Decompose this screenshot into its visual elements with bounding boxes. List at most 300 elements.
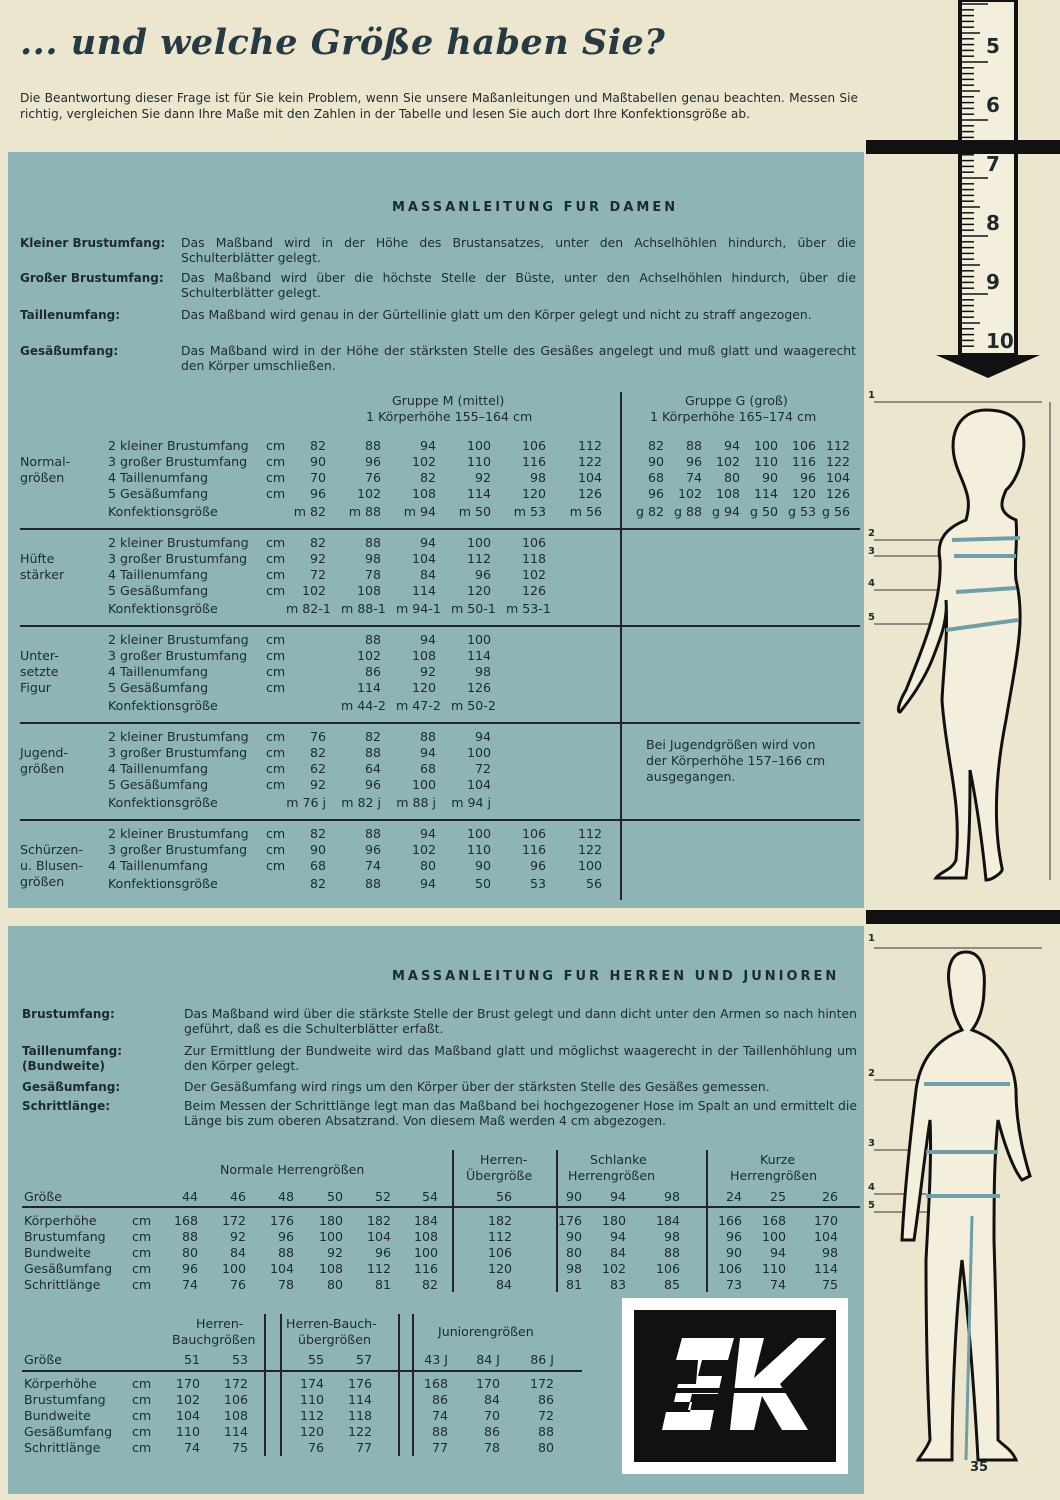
value-cell: m 82-1 [286, 601, 331, 616]
value-cell: 102 [521, 567, 546, 582]
value-cell: 94 [419, 876, 436, 891]
value-cell: 112 [577, 438, 602, 453]
value-cell: 88 [663, 1245, 680, 1260]
value-cell: 94 [419, 632, 436, 647]
value-cell: 114 [753, 486, 778, 501]
value-cell: m 94 [403, 504, 436, 519]
row-label: Schrittlänge [24, 1440, 101, 1455]
value-cell: 80 [565, 1245, 582, 1260]
value-cell: 120 [299, 1424, 324, 1439]
value-cell: 75 [821, 1277, 838, 1292]
page-title: ... und welche Größe haben Sie? [20, 22, 666, 63]
value-cell: 116 [791, 454, 816, 469]
value-cell: 104 [366, 1229, 391, 1244]
value-cell: 102 [715, 454, 740, 469]
value-cell: 172 [221, 1213, 246, 1228]
value-cell: 88 [277, 1245, 294, 1260]
row-unit: cm [132, 1424, 152, 1439]
value-cell: 96 [364, 842, 381, 857]
block-name: größen [20, 470, 65, 485]
row-unit: cm [132, 1440, 152, 1455]
ruler-number: 9 [986, 270, 1000, 294]
value-cell: 96 [725, 1229, 742, 1244]
value-cell: 76 [229, 1277, 246, 1292]
value-cell: 108 [411, 648, 436, 663]
value-cell: 126 [577, 486, 602, 501]
value-cell: 180 [601, 1213, 626, 1228]
instruction-label: Brustumfang: [22, 1007, 115, 1021]
value-cell: 68 [309, 858, 326, 873]
value-cell: 100 [466, 745, 491, 760]
block-name: Figur [20, 680, 51, 695]
row-unit: cm [132, 1376, 152, 1391]
value-cell: 122 [577, 842, 602, 857]
col-divider [398, 1314, 400, 1456]
value-cell: m 94-1 [396, 601, 441, 616]
value-cell: m 88 j [396, 795, 436, 810]
value-cell: 104 [825, 470, 850, 485]
instruction-text: Das Maßband wird über die höchste Stelle der Büste, unter den Achselhöhlen hindurch, über die Schulterblätter gelegt. [181, 270, 856, 300]
value-cell: 82 [419, 470, 436, 485]
value-cell: 74 [364, 858, 381, 873]
group-m-title: Gruppe M (mittel) [392, 393, 505, 408]
value-cell: 74 [685, 470, 702, 485]
value-cell: 108 [411, 486, 436, 501]
value-cell: m 82 [293, 504, 326, 519]
value-cell: 122 [347, 1424, 372, 1439]
value-cell: 72 [537, 1408, 554, 1423]
value-cell: 106 [791, 438, 816, 453]
row-unit: cm [132, 1213, 152, 1228]
value-cell: 70 [483, 1408, 500, 1423]
value-cell: 102 [175, 1392, 200, 1407]
value-cell: 68 [419, 761, 436, 776]
value-cell: 180 [318, 1213, 343, 1228]
value-cell: 84 [229, 1245, 246, 1260]
ruler-figure-strip [866, 0, 1060, 1500]
value-cell: 64 [364, 761, 381, 776]
value-cell: 176 [557, 1213, 582, 1228]
value-cell: 88 [364, 826, 381, 841]
value-cell: 170 [175, 1376, 200, 1391]
value-cell: 116 [521, 454, 546, 469]
value-cell: 106 [487, 1245, 512, 1260]
value-cell: 170 [475, 1376, 500, 1391]
value-cell: 106 [521, 438, 546, 453]
value-cell: 83 [609, 1277, 626, 1292]
value-cell: 80 [723, 470, 740, 485]
value-cell: 100 [318, 1229, 343, 1244]
value-cell: m 53 [513, 504, 546, 519]
row-label: Gesäßumfang [24, 1261, 113, 1276]
ruler-number: 10 [986, 329, 1014, 353]
group-header: Schlanke [590, 1152, 647, 1167]
row-label: 4 Taillenumfang [108, 858, 208, 873]
value-cell: 110 [753, 454, 778, 469]
row-unit: cm [266, 842, 286, 857]
row-label: Bundweite [24, 1408, 91, 1423]
value-cell: 122 [825, 454, 850, 469]
header-rule [22, 1206, 860, 1208]
value-cell: 92 [474, 470, 491, 485]
row-unit: cm [266, 648, 286, 663]
row-label: 4 Taillenumfang [108, 470, 208, 485]
value-cell: 126 [825, 486, 850, 501]
value-cell: 88 [364, 632, 381, 647]
size-cell: 54 [421, 1189, 438, 1204]
row-label: 2 kleiner Brustumfang [108, 826, 249, 841]
instruction-text: Das Maßband wird in der Höhe des Brustansatzes, unter den Achselhöhlen hindurch, über die Schulterblätter gelegt. [181, 235, 856, 265]
row-label: 5 Gesäßumfang [108, 777, 209, 792]
value-cell: 110 [299, 1392, 324, 1407]
value-cell: 82 [309, 826, 326, 841]
value-cell: 82 [364, 729, 381, 744]
value-cell: 106 [655, 1261, 680, 1276]
value-cell: 94 [419, 438, 436, 453]
row-unit: cm [266, 664, 286, 679]
instruction-text: Zur Ermittlung der Bundweite wird das Maßband glatt und möglichst waagerecht in der Taillenhöhlung um den Körper gelegt. [184, 1043, 857, 1073]
value-cell: 166 [717, 1213, 742, 1228]
value-cell: g 50 [749, 504, 778, 519]
group-header: Kurze [760, 1152, 796, 1167]
value-cell: 96 [309, 486, 326, 501]
row-label: Konfektionsgröße [108, 601, 218, 616]
instruction-text: Beim Messen der Schrittlänge legt man das Maßband bei hochgezogener Hose im Spalt an und ermittelt die Länge bis zum oberen Absatzrand. Von diesem Maß werden 4 cm abgezogen. [184, 1098, 857, 1128]
block-name: Jugend- [20, 745, 68, 760]
row-label: Körperhöhe [24, 1213, 97, 1228]
value-cell: 174 [299, 1376, 324, 1391]
ruler-number: 6 [986, 93, 1000, 117]
instruction-text: Der Gesäßumfang wird rings um den Körper über der stärksten Stelle des Gesäßes gemessen. [184, 1079, 770, 1094]
value-cell: 92 [419, 664, 436, 679]
value-cell: 98 [663, 1229, 680, 1244]
value-cell: 104 [813, 1229, 838, 1244]
value-cell: 80 [181, 1245, 198, 1260]
value-cell: 120 [791, 486, 816, 501]
block-name: Unter- [20, 648, 59, 663]
value-cell: g 82 [635, 504, 664, 519]
group-header: Juniorengrößen [438, 1324, 534, 1339]
value-cell: 82 [309, 535, 326, 550]
value-cell: 182 [366, 1213, 391, 1228]
col-divider [264, 1314, 266, 1456]
value-cell: 94 [419, 535, 436, 550]
row-unit: cm [266, 729, 286, 744]
value-cell: 88 [364, 438, 381, 453]
size-cell: 55 [307, 1352, 324, 1367]
block-name: Hüfte [20, 551, 55, 566]
row-unit: cm [266, 551, 286, 566]
figure-mark: 5 [868, 1200, 875, 1211]
block-divider [20, 625, 860, 627]
value-cell: 88 [431, 1424, 448, 1439]
row-label: Brustumfang [24, 1392, 106, 1407]
figure-mark: 3 [868, 1138, 875, 1149]
instruction-label: Kleiner Brustumfang: [20, 236, 166, 250]
value-cell: 114 [466, 648, 491, 663]
row-label: Bundweite [24, 1245, 91, 1260]
value-cell: 168 [423, 1376, 448, 1391]
value-cell: 168 [173, 1213, 198, 1228]
row-unit: cm [132, 1261, 152, 1276]
value-cell: 108 [715, 486, 740, 501]
group-header: Herrengrößen [730, 1168, 818, 1183]
value-cell: 88 [181, 1229, 198, 1244]
row-label: 2 kleiner Brustumfang [108, 535, 249, 550]
value-cell: 110 [175, 1424, 200, 1439]
value-cell: 114 [813, 1261, 838, 1276]
value-cell: 82 [309, 876, 326, 891]
value-cell: 116 [413, 1261, 438, 1276]
group-header: Herren- [196, 1316, 244, 1331]
value-cell: 114 [223, 1424, 248, 1439]
value-cell: 73 [725, 1277, 742, 1292]
damen-heading: MASSANLEITUNG FUR DAMEN [392, 200, 679, 215]
value-cell: 76 [364, 470, 381, 485]
value-cell: 96 [647, 486, 664, 501]
value-cell: 108 [413, 1229, 438, 1244]
value-cell: 184 [413, 1213, 438, 1228]
ruler-number: 7 [986, 152, 1000, 176]
value-cell: 112 [577, 826, 602, 841]
value-cell: 118 [521, 551, 546, 566]
value-cell: 92 [309, 551, 326, 566]
value-cell: 90 [761, 470, 778, 485]
value-cell: m 88-1 [341, 601, 386, 616]
row-unit: cm [132, 1277, 152, 1292]
value-cell: 74 [183, 1440, 200, 1455]
size-cell: 94 [609, 1189, 626, 1204]
value-cell: 84 [483, 1392, 500, 1407]
value-cell: 88 [419, 729, 436, 744]
value-cell: 106 [223, 1392, 248, 1407]
instruction-label: Großer Brustumfang: [20, 271, 164, 285]
value-cell: 84 [419, 567, 436, 582]
value-cell: 88 [364, 876, 381, 891]
value-cell: 100 [466, 632, 491, 647]
size-cell: 84 J [476, 1352, 500, 1367]
value-cell: m 94 j [451, 795, 491, 810]
row-label: Gesäßumfang [24, 1424, 113, 1439]
instruction-label: Schrittlänge: [22, 1099, 111, 1113]
group-m-subtitle: 1 Körperhöhe 155–164 cm [366, 409, 533, 424]
row-unit: cm [266, 858, 286, 873]
value-cell: 81 [374, 1277, 391, 1292]
row-label: 3 großer Brustumfang [108, 551, 248, 566]
value-cell: g 56 [821, 504, 850, 519]
value-cell: 104 [175, 1408, 200, 1423]
group-header: Herren-Bauch- [286, 1316, 377, 1331]
figure-mark: 5 [868, 612, 875, 623]
value-cell: 98 [821, 1245, 838, 1260]
value-cell: 96 [685, 454, 702, 469]
value-cell: 90 [309, 842, 326, 857]
value-cell: 96 [277, 1229, 294, 1244]
value-cell: m 53-1 [506, 601, 551, 616]
value-cell: m 88 [348, 504, 381, 519]
value-cell: 102 [411, 842, 436, 857]
value-cell: 104 [466, 777, 491, 792]
value-cell: 82 [647, 438, 664, 453]
value-cell: 96 [474, 567, 491, 582]
value-cell: 84 [609, 1245, 626, 1260]
row-unit: cm [132, 1245, 152, 1260]
value-cell: 88 [364, 535, 381, 550]
row-label: 3 großer Brustumfang [108, 745, 248, 760]
row-unit: cm [266, 535, 286, 550]
value-cell: 110 [466, 842, 491, 857]
value-cell: 88 [537, 1424, 554, 1439]
value-cell: 102 [356, 486, 381, 501]
value-cell: 53 [529, 876, 546, 891]
value-cell: 172 [529, 1376, 554, 1391]
value-cell: 96 [181, 1261, 198, 1276]
size-cell: 57 [355, 1352, 372, 1367]
jugend-note: ausgegangen. [646, 769, 736, 784]
value-cell: 94 [419, 826, 436, 841]
value-cell: 114 [411, 583, 436, 598]
value-cell: 114 [466, 486, 491, 501]
group-header: Normale Herrengrößen [220, 1162, 365, 1177]
value-cell: 80 [419, 858, 436, 873]
value-cell: 56 [585, 876, 602, 891]
block-name: setzte [20, 664, 59, 679]
value-cell: 110 [761, 1261, 786, 1276]
size-cell: 53 [231, 1352, 248, 1367]
value-cell: 94 [474, 729, 491, 744]
value-cell: 184 [655, 1213, 680, 1228]
row-unit: cm [266, 470, 286, 485]
figure-mark: 4 [868, 1182, 875, 1193]
value-cell: 75 [231, 1440, 248, 1455]
value-cell: 72 [309, 567, 326, 582]
row-label: 2 kleiner Brustumfang [108, 438, 249, 453]
figure-mark: 3 [868, 546, 875, 557]
value-cell: 76 [309, 729, 326, 744]
value-cell: 106 [521, 535, 546, 550]
value-cell: 90 [725, 1245, 742, 1260]
jugend-note: der Körperhöhe 157–166 cm [646, 753, 826, 768]
block-name: Normal- [20, 454, 71, 469]
value-cell: 102 [601, 1261, 626, 1276]
row-unit: cm [266, 454, 286, 469]
figure-mark: 4 [868, 578, 875, 589]
value-cell: m 82 j [341, 795, 381, 810]
value-cell: g 88 [673, 504, 702, 519]
instruction-text: Das Maßband wird über die stärkste Stelle der Brust gelegt und dann dicht unter den Armen so nach hinten geführt, daß es die Schulterblätter erfaßt. [184, 1006, 857, 1036]
size-cell: 24 [725, 1189, 742, 1204]
value-cell: 77 [355, 1440, 372, 1455]
instruction-text: Das Maßband wird genau in der Gürtellinie glatt um den Körper gelegt und nicht zu straff angezogen. [181, 307, 812, 322]
row-label: Brustumfang [24, 1229, 106, 1244]
block-divider [20, 528, 860, 530]
block-name: stärker [20, 567, 65, 582]
ruler-number: 8 [986, 211, 1000, 235]
header [0, 0, 866, 150]
row-label: 5 Gesäßumfang [108, 680, 209, 695]
value-cell: 92 [229, 1229, 246, 1244]
value-cell: 120 [521, 486, 546, 501]
value-cell: 120 [411, 680, 436, 695]
size-cell: 56 [495, 1189, 512, 1204]
size-label: Größe [24, 1189, 63, 1204]
value-cell: 104 [577, 470, 602, 485]
value-cell: m 50 [458, 504, 491, 519]
value-cell: 112 [825, 438, 850, 453]
group-g-subtitle: 1 Körperhöhe 165–174 cm [650, 409, 817, 424]
page-number: 35 [970, 1460, 989, 1475]
value-cell: 70 [309, 470, 326, 485]
value-cell: 106 [521, 826, 546, 841]
value-cell: 182 [487, 1213, 512, 1228]
value-cell: 84 [495, 1277, 512, 1292]
value-cell: 120 [487, 1261, 512, 1276]
value-cell: 82 [309, 745, 326, 760]
size-cell: 44 [181, 1189, 198, 1204]
value-cell: 100 [761, 1229, 786, 1244]
row-unit: cm [266, 438, 286, 453]
value-cell: 114 [347, 1392, 372, 1407]
row-label: 3 großer Brustumfang [108, 454, 248, 469]
value-cell: 68 [647, 470, 664, 485]
row-unit: cm [132, 1229, 152, 1244]
row-label: Konfektionsgröße [108, 876, 218, 891]
value-cell: g 53 [787, 504, 816, 519]
value-cell: 100 [411, 777, 436, 792]
value-cell: 86 [483, 1424, 500, 1439]
value-cell: 170 [813, 1213, 838, 1228]
value-cell: 94 [769, 1245, 786, 1260]
row-label: Konfektionsgröße [108, 795, 218, 810]
value-cell: 176 [347, 1376, 372, 1391]
value-cell: 94 [609, 1229, 626, 1244]
row-unit: cm [266, 632, 286, 647]
value-cell: 102 [356, 648, 381, 663]
group-header: Übergröße [466, 1168, 533, 1183]
size-cell: 48 [277, 1189, 294, 1204]
value-cell: 74 [769, 1277, 786, 1292]
row-unit: cm [132, 1408, 152, 1423]
instruction-label: Gesäßumfang: [22, 1080, 121, 1094]
value-cell: 100 [466, 826, 491, 841]
value-cell: 80 [537, 1440, 554, 1455]
size-cell: 90 [565, 1189, 582, 1204]
group-header: übergrößen [298, 1332, 371, 1347]
value-cell: 94 [723, 438, 740, 453]
block-name: Schürzen- [20, 842, 83, 857]
value-cell: 96 [529, 858, 546, 873]
instruction-label: Gesäßumfang: [20, 344, 119, 358]
value-cell: 98 [529, 470, 546, 485]
size-cell: 46 [229, 1189, 246, 1204]
value-cell: 104 [411, 551, 436, 566]
value-cell: 62 [309, 761, 326, 776]
value-cell: m 44-2 [341, 698, 386, 713]
figure-mark: 1 [868, 390, 875, 401]
row-unit: cm [266, 826, 286, 841]
value-cell: 110 [466, 454, 491, 469]
value-cell: 81 [565, 1277, 582, 1292]
value-cell: 106 [717, 1261, 742, 1276]
value-cell: 78 [483, 1440, 500, 1455]
size-cell: 98 [663, 1189, 680, 1204]
row-label: 2 kleiner Brustumfang [108, 729, 249, 744]
value-cell: 90 [565, 1229, 582, 1244]
value-cell: 102 [677, 486, 702, 501]
value-cell: 90 [474, 858, 491, 873]
row-label: 5 Gesäßumfang [108, 583, 209, 598]
jugend-note: Bei Jugendgrößen wird von [646, 737, 816, 752]
